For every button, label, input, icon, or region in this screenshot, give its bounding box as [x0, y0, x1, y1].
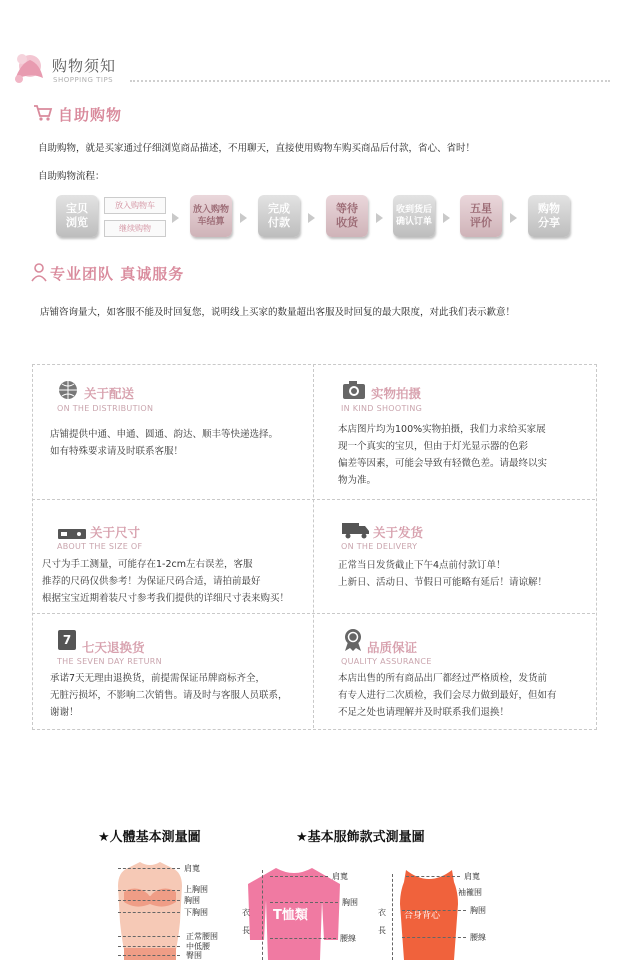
tshirt-label: T恤類	[273, 908, 308, 923]
tshirt-shoulder-label: 肩寬	[332, 872, 348, 881]
tank-armhole-label: 袖襱围	[458, 888, 482, 897]
size-subtitle: ABOUT THE SIZE OF	[57, 542, 143, 551]
self-service-description: 自助购物，就是买家通过仔细浏览商品描述，不用聊天，直接使用购物车购买商品后付款，省心、省时！	[38, 143, 476, 154]
page-title: 购物须知	[52, 57, 117, 75]
label-shoulder: 肩寬	[184, 864, 200, 873]
label-upper-chest: 上胸围	[184, 885, 208, 894]
shopping-tips-logo-icon	[10, 50, 46, 88]
flow-step-checkout: 放入购物 车结算	[190, 195, 232, 237]
flow-step-browse: 宝贝 浏览	[56, 195, 98, 237]
shooting-subtitle: IN KIND SHOOTING	[341, 404, 423, 413]
flow-arrow-icon	[240, 213, 247, 223]
distribution-title: 关于配送	[84, 386, 135, 401]
quality-subtitle: QUALITY ASSURANCE	[341, 657, 432, 666]
distribution-subtitle: ON THE DISTRIBUTION	[57, 404, 154, 413]
flow-arrow-icon	[172, 213, 179, 223]
flow-arrow-icon	[376, 213, 383, 223]
return-body: 承诺7天无理由退换货，前提需保证吊牌商标齐全， 无脏污损坏，不影响二次销售。请及时与客服人员联系， 谢谢！	[50, 673, 288, 718]
delivery-title: 关于发货	[373, 525, 424, 540]
grid-divider	[32, 613, 595, 614]
globe-icon	[58, 380, 76, 398]
label-chest: 胸围	[184, 896, 200, 905]
tank-shoulder-label: 肩寬	[464, 872, 480, 881]
body-measure-title: ★人體基本測量圖	[98, 830, 201, 845]
flow-step-confirm: 收到货后 确认订单	[393, 195, 435, 237]
flow-arrow-icon	[443, 213, 450, 223]
tank-length-label: 衣 長	[378, 908, 386, 935]
flow-step-share: 购物 分享	[528, 195, 570, 237]
flow-arrow-icon	[510, 213, 517, 223]
label-waist: 正常腰围	[186, 932, 218, 941]
delivery-truck-icon	[342, 521, 370, 543]
body-figure-illustration	[110, 862, 190, 964]
label-lower-chest: 下胸围	[184, 908, 208, 917]
quality-body: 本店出售的所有商品出厂都经过严格质检，发货前 有专人进行二次质检，我们会尽力做到最好，但如有 不足之处也请理解并及时联系我们退换！	[338, 673, 557, 718]
flow-add-to-cart: 放入购物车	[104, 197, 166, 214]
distribution-body: 店铺提供中通、申通、圆通、韵达、顺丰等快递选择。 如有特殊要求请及时联系客服！	[50, 429, 279, 457]
seven-day-return-icon: 7	[58, 630, 76, 650]
team-title: 专业团队 真诚服务	[50, 265, 185, 283]
page-subtitle: SHOPPING TIPS	[53, 76, 114, 84]
size-title: 关于尺寸	[90, 525, 141, 540]
flow-arrow-icon	[308, 213, 315, 223]
return-subtitle: THE SEVEN DAY RETURN	[57, 657, 162, 666]
label-mid-waist: 中低腰	[186, 942, 210, 951]
flow-step-pay: 完成 付款	[258, 195, 300, 237]
tshirt-chest-label: 胸围	[342, 898, 358, 907]
flow-step-rate: 五星 评价	[460, 195, 502, 237]
garment-measure-title: ★基本服飾款式測量圖	[296, 830, 425, 845]
header-divider	[130, 80, 610, 82]
tshirt-waist-label: 腰線	[340, 934, 356, 943]
team-service-icon	[30, 262, 48, 286]
delivery-subtitle: ON THE DELIVERY	[341, 542, 418, 551]
self-service-flow-label: 自助购物流程：	[38, 171, 105, 182]
grid-divider	[32, 499, 595, 500]
quality-title: 品质保证	[367, 640, 418, 655]
tank-top-label: 合身背心	[404, 911, 441, 921]
label-hip: 臀围	[186, 951, 202, 960]
delivery-body: 正常当日发货截止下午4点前付款订单！ 上新日、活动日、节假日可能略有延后！请谅解！	[338, 560, 548, 588]
size-body: 尺寸为手工测量，可能存在1-2cm左右误差，客服 推荐的尺码仅供参考！为保证尺码合适，请拍前最好 根据宝宝近期着装尺寸参考我们提供的详细尺寸表来购买！	[42, 559, 290, 604]
tank-waist-label: 腰線	[470, 933, 486, 942]
flow-continue-shopping: 继续购物	[104, 220, 166, 237]
quality-badge-icon	[342, 628, 364, 656]
return-title: 七天退换货	[82, 640, 145, 655]
shopping-cart-icon	[33, 104, 53, 126]
self-service-title: 自助购物	[58, 106, 123, 124]
grid-divider	[313, 364, 314, 728]
tank-chest-label: 胸围	[470, 906, 486, 915]
camera-icon	[342, 380, 360, 398]
tshirt-length-label: 衣 長	[242, 908, 250, 935]
team-description: 店铺咨询量大，如客服不能及时回复您，说明线上买家的数量超出客服及时回复的最大限度，对此我们表示歉意！	[40, 307, 516, 318]
shooting-body: 本店图片均为100%实物拍摄，我们力求给买家展 现一个真实的宝贝，但由于灯光显示器的色彩 偏差等因素，可能会导致有轻微色差。请最终以实 物为准。	[338, 424, 548, 486]
flow-step-wait: 等待 收货	[326, 195, 368, 237]
shooting-title: 实物拍摄	[371, 386, 422, 401]
